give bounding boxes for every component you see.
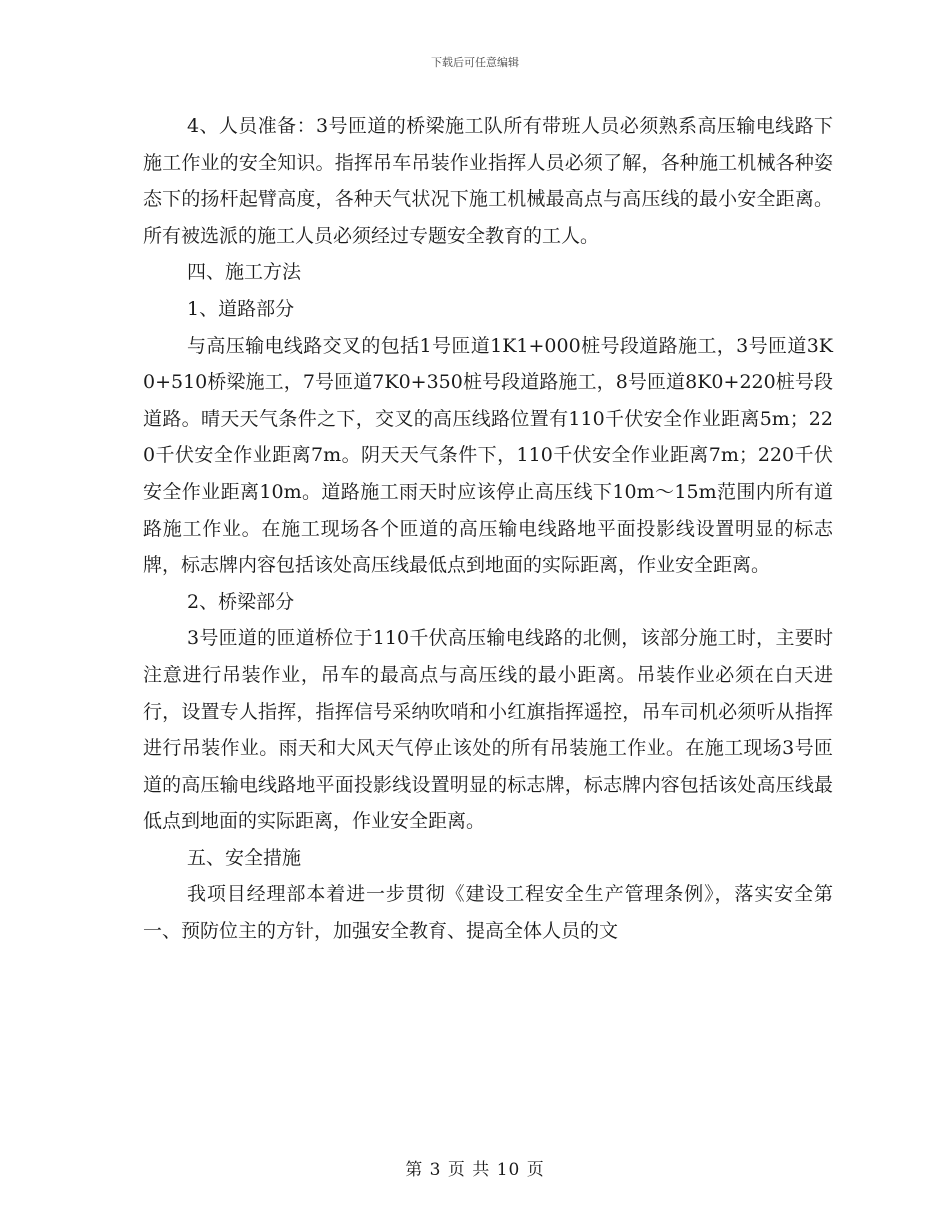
page-number-footer: 第 3 页 共 10 页 <box>405 1160 545 1180</box>
subsection-heading-bridge: 2、桥梁部分 <box>187 590 295 613</box>
paragraph-safety-measures: 我项目经理部本着进一步贯彻《建设工程安全生产管理条例》，落实安全第一、预防位主的方针，加强安全教育、提高全体人员的文 <box>143 883 833 943</box>
subsection-heading-road: 1、道路部分 <box>187 297 295 320</box>
page-header: 下载后可任意编辑 <box>431 56 519 69</box>
section-heading-safety-measures: 五、安全措施 <box>187 846 302 869</box>
paragraph-road-section: 与高压输电线路交叉的包括1号匝道1K1+000桩号段道路施工，3号匝道3K0+510桥梁施工，7号匝道7K0+350桩号段道路施工，8号匝道8K0+220桩号段道路。晴天天气条件之下，交叉的高压线路位置有110千伏安全作业距离5m；220千伏安全作业距离7m。阴天天气条件下，110千伏安全作业距离7m；220千伏安全作业距离10m。道路施工雨天时应该停止高压线下10m～15m范围内所有道路施工作业。在施工现场各个匝道的高压输电线路地平面投影线设置明显的标志牌，标志牌内容包括该处高压线最低点到地面的实际距离，作业安全距离。 <box>143 334 833 577</box>
section-heading-construction-method: 四、施工方法 <box>187 261 302 284</box>
paragraph-bridge-section: 3号匝道的匝道桥位于110千伏高压输电线路的北侧，该部分施工时，主要时注意进行吊装作业，吊车的最高点与高压线的最小距离。吊装作业必须在白天进行，设置专人指挥，指挥信号采纳吹哨和小红旗指挥遥控，吊车司机必须听从指挥进行吊装作业。雨天和大风天气停止该处的所有吊装施工作业。在施工现场3号匝道的高压输电线路地平面投影线设置明显的标志牌，标志牌内容包括该处高压线最低点到地面的实际距离，作业安全距离。 <box>143 627 833 833</box>
paragraph-personnel-preparation: 4、人员准备：3号匝道的桥梁施工队所有带班人员必须熟系高压输电线路下施工作业的安全知识。指挥吊车吊装作业指挥人员必须了解，各种施工机械各种姿态下的扬杆起臂高度，各种天气状况下施工机械最高点与高压线的最小安全距离。所有被选派的施工人员必须经过专题安全教育的工人。 <box>143 115 833 247</box>
document-body <box>143 108 833 950</box>
